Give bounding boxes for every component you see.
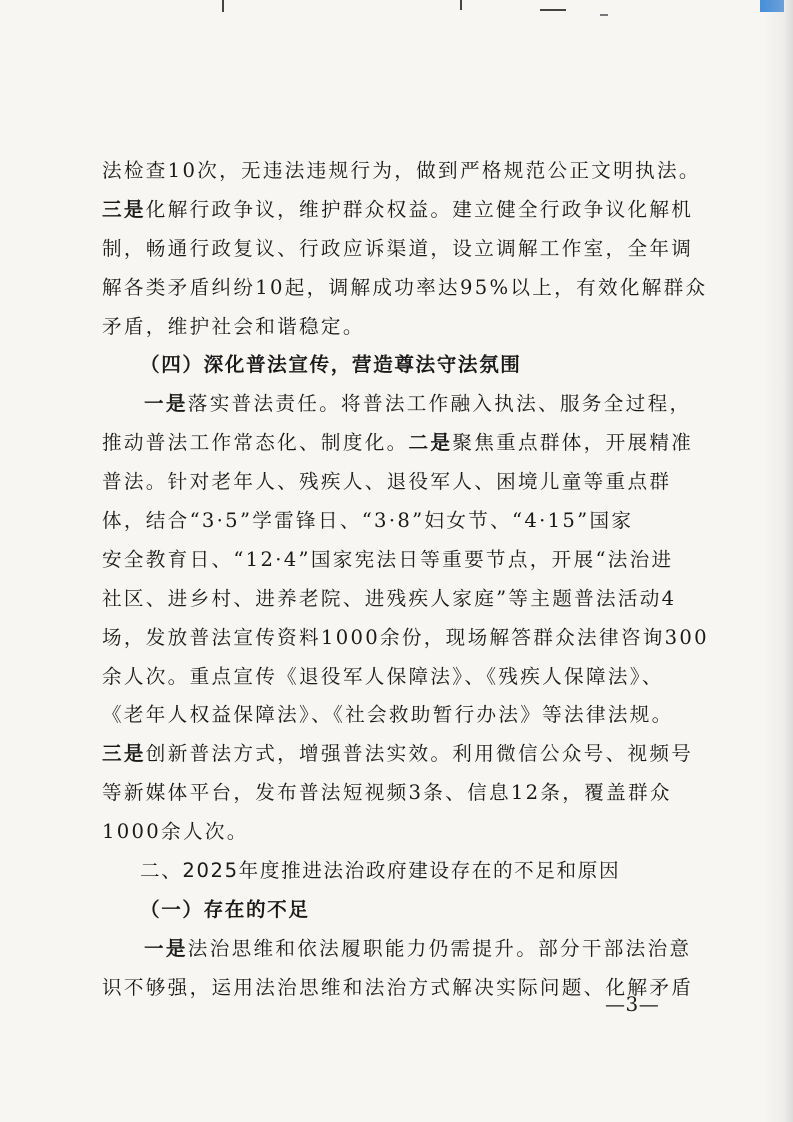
bold-text-run: 一是 bbox=[144, 392, 188, 416]
text-run: 社区、进乡村、进养老院、进残疾人家庭”等主题普法活动4 bbox=[102, 586, 677, 610]
text-line bbox=[102, 735, 694, 774]
text-run: 法检查10次，无违法违规行为，做到严格规范公正文明执法。 bbox=[102, 159, 701, 182]
scan-edge-shadow bbox=[763, 0, 793, 1122]
section-heading bbox=[102, 852, 662, 891]
bold-text-run: 二是 bbox=[408, 431, 453, 455]
bold-text-run: 三是 bbox=[102, 742, 146, 766]
text-line bbox=[102, 424, 694, 463]
text-run: 余人次。重点宣传《退役军人保障法》、《残疾人保障法》、 bbox=[102, 664, 664, 688]
text-line bbox=[102, 385, 692, 424]
page-number: —3— bbox=[605, 992, 660, 1016]
text-line bbox=[102, 541, 674, 580]
bold-text-run: 一是 bbox=[144, 936, 188, 960]
text-line bbox=[102, 269, 708, 308]
text-run: 落实普法责任。将普法工作融入执法、服务全过程， bbox=[187, 392, 692, 416]
text-line bbox=[102, 463, 672, 502]
text-line bbox=[102, 696, 674, 735]
text-run: 等新媒体平台，发布普法短视频3条、信息12条，覆盖群众 bbox=[102, 781, 672, 805]
text-line bbox=[102, 813, 662, 852]
bold-text-run: （一）存在的不足 bbox=[140, 897, 310, 921]
text-line bbox=[102, 619, 709, 658]
text-line bbox=[102, 580, 677, 619]
text-run: 矛盾，维护社会和谐稳定。 bbox=[102, 314, 365, 338]
text-run: 推动普法工作常态化、制度化。 bbox=[102, 431, 409, 455]
text-run: 《老年人权益保障法》、《社会救助暂行办法》等法律法规。 bbox=[102, 703, 674, 727]
text-run: 制，畅通行政复议、行政应诉渠道，设立调解工作室，全年调 bbox=[102, 236, 694, 260]
bold-text-run: （四）深化普法宣传，营造尊法守法氛围 bbox=[140, 353, 522, 377]
text-line bbox=[102, 774, 672, 813]
scan-artifacts bbox=[0, 0, 793, 22]
text-run: 识不够强，运用法治思维和法治方式解决实际问题、化解矛盾 bbox=[102, 975, 694, 999]
text-line bbox=[102, 230, 694, 269]
text-line bbox=[102, 191, 694, 230]
text-line bbox=[102, 658, 662, 697]
text-run: 聚焦重点群体，开展精准 bbox=[452, 431, 694, 455]
text-run: 普法。针对老年人、残疾人、退役军人、困境儿童等重点群 bbox=[102, 470, 672, 494]
text-run: 安全教育日、“12·4”国家宪法日等重要节点，开展“法治进 bbox=[102, 547, 674, 571]
text-line bbox=[102, 930, 692, 969]
text-line bbox=[102, 502, 662, 541]
bold-text-run: 三是 bbox=[102, 197, 146, 221]
text-run: 1000余人次。 bbox=[102, 820, 249, 844]
text-run: 法治思维和依法履职能力仍需提升。部分干部法治意 bbox=[187, 936, 692, 960]
section-heading bbox=[102, 891, 662, 930]
text-line bbox=[102, 152, 701, 191]
text-run: 创新普法方式，增强普法实效。利用微信公众号、视频号 bbox=[145, 742, 694, 766]
text-line bbox=[102, 969, 694, 1008]
text-run: 解各类矛盾纠纷10起，调解成功率达95%以上，有效化解群众 bbox=[102, 275, 708, 299]
text-run: 体，结合“3·5”学雷锋日、“3·8”妇女节、“4·15”国家 bbox=[102, 509, 634, 533]
text-run: 场，发放普法宣传资料1000余份，现场解答群众法律咨询300 bbox=[102, 625, 709, 649]
text-run: 二、2025年度推进法治政府建设存在的不足和原因 bbox=[140, 859, 621, 883]
text-run: 化解行政争议，维护群众权益。建立健全行政争议化解机 bbox=[145, 197, 694, 221]
document-body bbox=[102, 152, 709, 1008]
text-line bbox=[102, 308, 662, 347]
section-heading bbox=[102, 346, 662, 385]
